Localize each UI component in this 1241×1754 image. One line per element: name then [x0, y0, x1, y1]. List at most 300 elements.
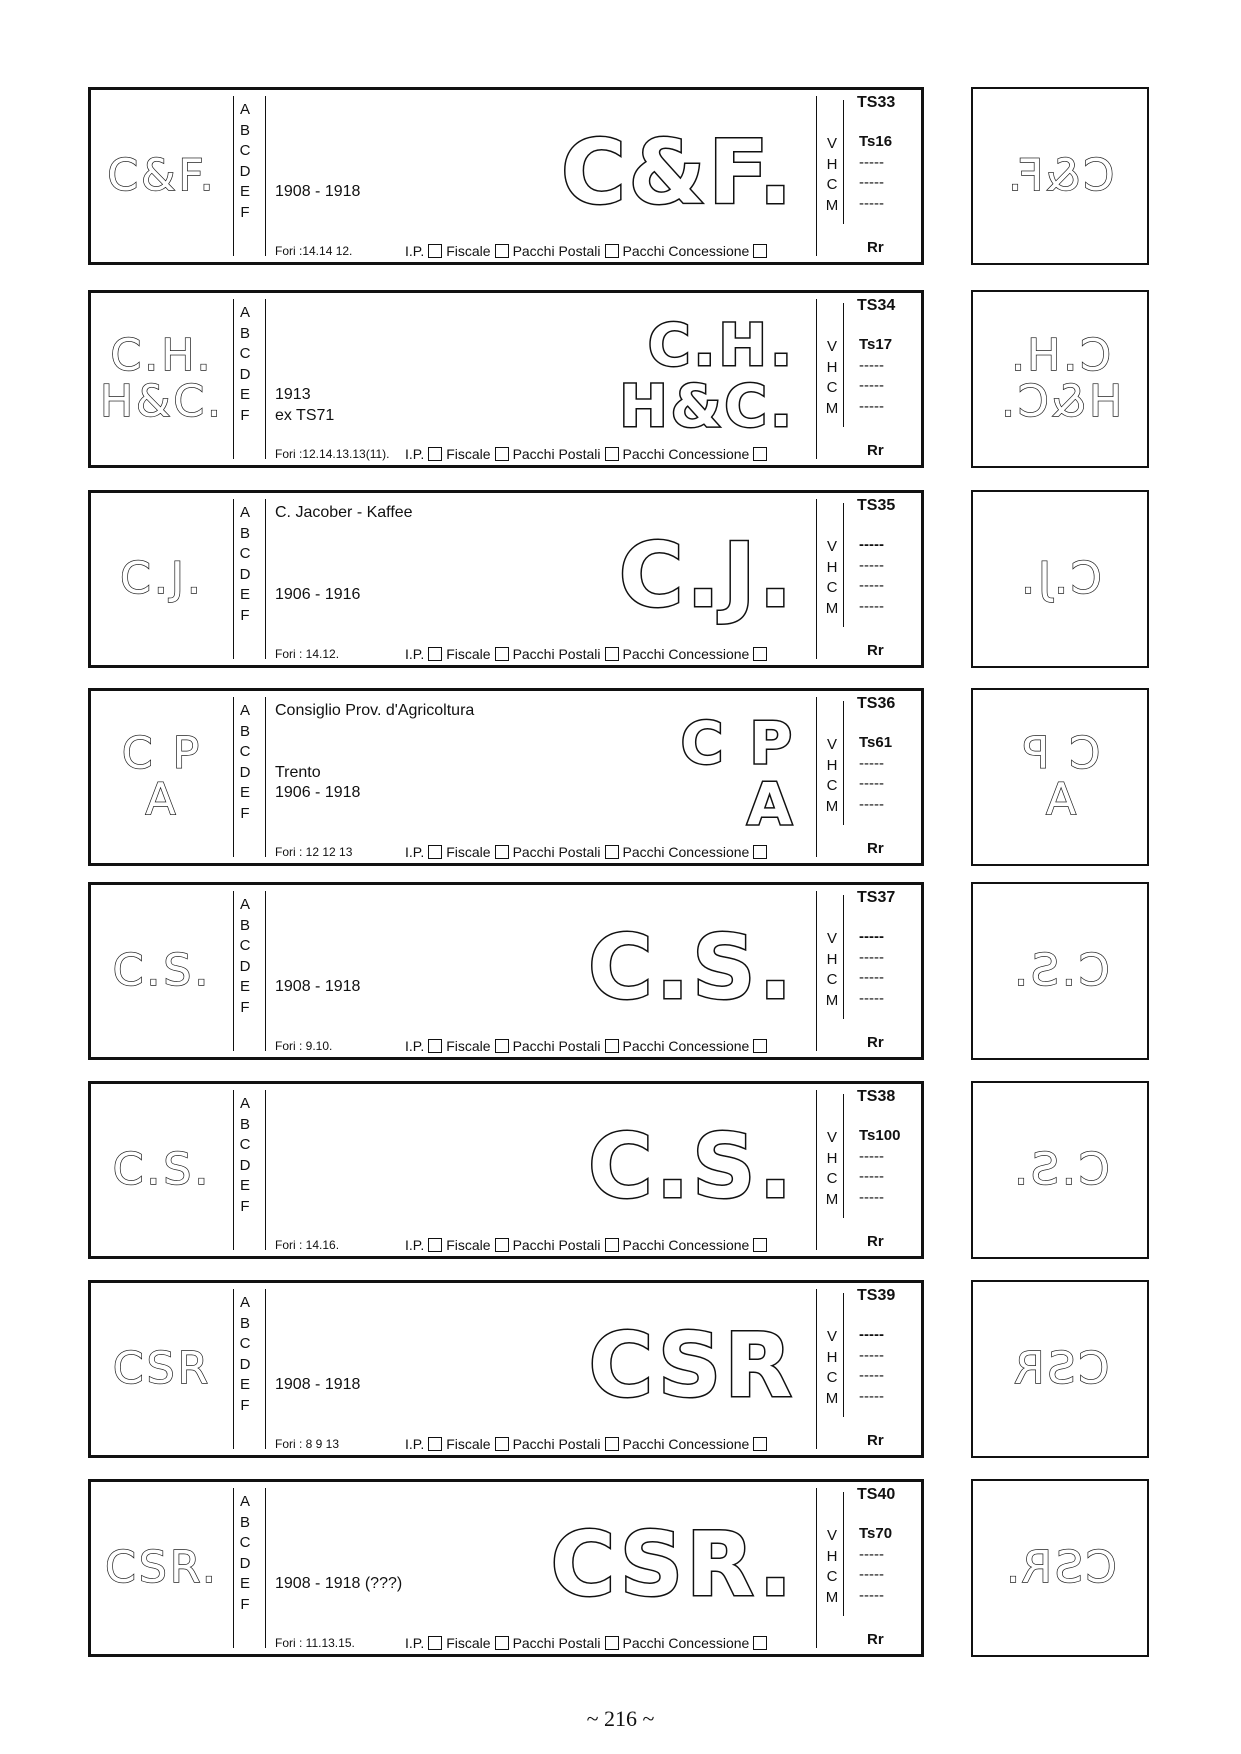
row-letter: B — [239, 324, 250, 342]
perfin-card — [88, 1081, 924, 1259]
variant-values — [859, 1325, 884, 1407]
variant-value: ----- — [859, 153, 884, 171]
ip-checkbox[interactable] — [428, 447, 442, 461]
vhcm-letter: M — [825, 797, 839, 815]
row-letters — [235, 895, 255, 1018]
catalog-row — [0, 290, 1241, 468]
perfin-lettering-large: C.H. — [647, 311, 795, 380]
variant-value: ----- — [859, 1387, 884, 1405]
row-letter: E — [239, 1177, 250, 1194]
divider — [816, 697, 817, 857]
perfin-large-image — [465, 1490, 795, 1640]
perfin-lettering: CSR — [112, 1342, 212, 1394]
perfin-lettering-large: C&F. — [561, 120, 795, 224]
catalog-row — [0, 1280, 1241, 1458]
variant-value: ----- — [859, 556, 884, 574]
vhcm-letter: H — [826, 950, 838, 968]
perfin-large-image — [465, 501, 795, 651]
vhcm-letter: V — [826, 1328, 837, 1345]
variant-value: ----- — [859, 1545, 884, 1563]
row-letter: B — [239, 524, 250, 542]
row-letter: A — [239, 1095, 250, 1112]
flag-label: Fiscale — [446, 1237, 491, 1253]
perfin-mirror-image — [971, 1280, 1149, 1458]
flag-label: I.P. — [405, 446, 425, 462]
catalog-code: TS40 — [857, 1486, 896, 1503]
flag-label: Pacchi Concessione — [622, 646, 750, 662]
row-letter: E — [239, 1376, 250, 1393]
perfin-lettering-large: C.S. — [588, 1114, 795, 1218]
divider — [233, 96, 234, 256]
catalog-refs — [851, 885, 921, 1057]
variant-values — [859, 1126, 900, 1208]
flag-label: Pacchi Postali — [512, 844, 601, 860]
row-letter: E — [239, 586, 250, 603]
divider — [843, 503, 844, 627]
flag-label: I.P. — [405, 1635, 425, 1651]
perfin-lettering-mirrored: C.H. — [1008, 329, 1112, 381]
description-line: C. Jacober - Kaffee — [275, 504, 413, 521]
row-letter: F — [240, 1396, 250, 1414]
rarity: Rr — [867, 642, 884, 659]
variant-value: ----- — [859, 597, 884, 615]
perfin-lettering-large: CSR — [588, 1313, 795, 1417]
flag-label: Fiscale — [446, 1436, 491, 1452]
row-letter: A — [239, 304, 250, 321]
period-line: 1908 - 1918 (???) — [275, 1575, 403, 1592]
variant-value: ----- — [859, 754, 884, 772]
holes-count: Fori : 12 12 13 — [275, 845, 353, 859]
row-letter: E — [239, 784, 250, 801]
divider — [265, 891, 266, 1051]
vhcm-letters — [822, 537, 842, 619]
divider — [265, 299, 266, 459]
vhcm-letters — [822, 337, 842, 419]
variant-values — [859, 733, 892, 815]
perfin-lettering-large: C P — [680, 709, 795, 778]
variant-value: Ts61 — [859, 734, 893, 751]
vhcm-letters — [822, 134, 842, 216]
catalog-code: TS35 — [857, 497, 896, 514]
divider — [233, 891, 234, 1051]
holes-count: Fori : 8 9 13 — [275, 1437, 340, 1451]
ip-checkbox[interactable] — [428, 1437, 442, 1451]
perfin-lettering: C.S. — [112, 1143, 212, 1195]
flag-label: Pacchi Postali — [512, 243, 601, 259]
catalog-code: TS34 — [857, 297, 896, 314]
variant-values — [859, 132, 892, 214]
perfin-small-image — [91, 493, 233, 665]
vhcm-letter: M — [825, 991, 839, 1009]
variant-value: ----- — [859, 397, 884, 415]
divider — [816, 299, 817, 459]
perfin-card — [88, 87, 924, 265]
perfin-card — [88, 688, 924, 866]
row-letter: A — [239, 702, 250, 719]
row-letter: F — [240, 1595, 250, 1613]
vhcm-letter: V — [826, 1129, 837, 1146]
catalog-refs — [851, 493, 921, 665]
catalog-row — [0, 688, 1241, 866]
variant-value: ----- — [859, 1147, 884, 1165]
row-letter: D — [239, 763, 251, 781]
flag-label: Pacchi Postali — [512, 646, 601, 662]
variant-value: ----- — [859, 174, 884, 191]
catalog-code: TS39 — [857, 1287, 896, 1304]
catalog-refs — [851, 691, 921, 863]
perfin-lettering-mirrored: C P — [1019, 727, 1101, 779]
row-letter: C — [239, 345, 251, 362]
row-letter: B — [239, 916, 250, 934]
catalog-code: TS33 — [857, 94, 896, 111]
flag-label: I.P. — [405, 1436, 425, 1452]
vhcm-letter: V — [826, 338, 837, 355]
variant-value: ----- — [859, 194, 884, 212]
vhcm-letter: M — [825, 1190, 839, 1208]
perfin-card — [88, 882, 924, 1060]
rarity: Rr — [867, 239, 884, 256]
flag-label: Fiscale — [446, 1038, 491, 1054]
vhcm-letter: C — [826, 1369, 838, 1386]
variant-value: ----- — [859, 377, 884, 394]
perfin-lettering-large: H&C. — [619, 372, 795, 440]
divider — [233, 299, 234, 459]
row-letters — [235, 303, 255, 426]
note-line: ex TS71 — [275, 406, 335, 424]
ip-checkbox[interactable] — [428, 845, 442, 859]
period-line: 1906 - 1916 — [275, 586, 361, 603]
ip-checkbox[interactable] — [428, 1039, 442, 1053]
variant-values — [859, 927, 884, 1009]
row-letter: C — [239, 1534, 251, 1551]
row-letter: A — [239, 896, 250, 913]
perfin-lettering-mirrored: C.S. — [1010, 1143, 1110, 1195]
flag-label: Fiscale — [446, 844, 491, 860]
flag-label: Pacchi Concessione — [622, 1237, 750, 1253]
catalog-refs — [851, 90, 921, 262]
catalog-refs — [851, 1482, 921, 1654]
catalog-row — [0, 490, 1241, 668]
divider — [843, 1094, 844, 1218]
variant-value: ----- — [859, 1326, 884, 1343]
variant-values — [859, 1524, 892, 1606]
catalog-refs — [851, 293, 921, 465]
period-line: 1913 — [275, 386, 311, 403]
variant-value: Ts16 — [859, 133, 893, 150]
perfin-lettering-mirrored: C.S. — [1010, 944, 1110, 996]
catalog-code: TS36 — [857, 695, 896, 712]
perfin-small-image — [91, 90, 233, 262]
perfin-lettering: C&F. — [107, 149, 217, 201]
variant-value: ----- — [859, 1566, 884, 1583]
variant-values — [859, 535, 884, 617]
vhcm-letter: H — [826, 558, 838, 576]
variant-value: ----- — [859, 989, 884, 1007]
vhcm-letters — [822, 1128, 842, 1210]
variant-value: Ts100 — [859, 1127, 901, 1144]
divider — [816, 499, 817, 659]
perfin-lettering-mirrored: C.J. — [1018, 552, 1102, 604]
divider — [265, 697, 266, 857]
row-letter: A — [239, 1493, 250, 1510]
row-letters — [235, 1492, 255, 1615]
row-letter: D — [239, 957, 251, 975]
vhcm-letters — [822, 1526, 842, 1608]
divider — [233, 697, 234, 857]
vhcm-letter: C — [826, 971, 838, 988]
perfin-large-image — [465, 301, 795, 451]
perfin-large-image — [465, 98, 795, 248]
holes-count: Fori : 14.16. — [275, 1238, 340, 1252]
vhcm-letter: C — [826, 1568, 838, 1585]
perfin-large-image — [465, 699, 795, 849]
ip-checkbox[interactable] — [428, 1636, 442, 1650]
vhcm-letters — [822, 1327, 842, 1409]
catalog-refs — [851, 1283, 921, 1455]
vhcm-letters — [822, 735, 842, 817]
description-line: Consiglio Prov. d'Agricoltura — [275, 702, 475, 719]
divider — [843, 895, 844, 1019]
vhcm-letter: M — [825, 196, 839, 214]
vhcm-letter: V — [826, 135, 837, 152]
flag-label: Pacchi Concessione — [622, 844, 750, 860]
row-letter: D — [239, 565, 251, 583]
variant-value: Ts17 — [859, 336, 893, 353]
row-letter: E — [239, 386, 250, 403]
flag-label: Pacchi Concessione — [622, 243, 750, 259]
variant-value: ----- — [859, 948, 884, 966]
place-line: Trento — [275, 763, 321, 781]
variant-value: ----- — [859, 356, 884, 374]
divider — [265, 1488, 266, 1648]
vhcm-letter: H — [826, 155, 838, 173]
variant-value: ----- — [859, 1188, 884, 1206]
catalog-row — [0, 87, 1241, 265]
row-letter: E — [239, 978, 250, 995]
perfin-lettering-mirrored: CSR. — [1003, 1541, 1117, 1593]
flag-label: Pacchi Concessione — [622, 1635, 750, 1651]
vhcm-letter: H — [826, 1348, 838, 1366]
perfin-lettering: H&C. — [99, 376, 225, 427]
vhcm-letter: C — [826, 579, 838, 596]
vhcm-letter: H — [826, 1547, 838, 1565]
perfin-large-image — [465, 1291, 795, 1441]
period-line: 1906 - 1918 — [275, 784, 361, 801]
divider — [816, 891, 817, 1051]
vhcm-letter: C — [826, 777, 838, 794]
row-letter: D — [239, 1355, 251, 1373]
divider — [265, 1090, 266, 1250]
catalog-row — [0, 882, 1241, 1060]
variant-value: ----- — [859, 536, 884, 553]
perfin-lettering-mirrored: CSR — [1010, 1342, 1110, 1394]
row-letter: D — [239, 1554, 251, 1572]
flag-label: I.P. — [405, 243, 425, 259]
row-letter: C — [239, 937, 251, 954]
perfin-card — [88, 290, 924, 468]
row-letter: D — [239, 365, 251, 383]
flag-label: I.P. — [405, 1038, 425, 1054]
vhcm-letter: H — [826, 756, 838, 774]
perfin-lettering-large: CSR. — [550, 1512, 795, 1616]
perfin-card — [88, 1479, 924, 1657]
ip-checkbox[interactable] — [428, 647, 442, 661]
holes-count: Fori :14.14 12. — [275, 244, 353, 258]
perfin-lettering: C P — [121, 727, 203, 779]
row-letters — [235, 1094, 255, 1217]
row-letter: B — [239, 1513, 250, 1531]
row-letters — [235, 701, 255, 824]
vhcm-letter: V — [826, 538, 837, 555]
period-line: 1908 - 1918 — [275, 978, 361, 995]
ip-checkbox[interactable] — [428, 244, 442, 258]
flag-label: Fiscale — [446, 446, 491, 462]
flag-label: Pacchi Postali — [512, 446, 601, 462]
vhcm-letter: M — [825, 1588, 839, 1606]
perfin-lettering: CSR. — [105, 1541, 219, 1593]
variant-value: ----- — [859, 1586, 884, 1604]
vhcm-letter: M — [825, 599, 839, 617]
perfin-mirror-image — [971, 490, 1149, 668]
row-letters — [235, 1293, 255, 1416]
perfin-small-image — [91, 691, 233, 863]
perfin-lettering-mirrored: H&C. — [997, 376, 1123, 427]
catalog-row — [0, 1081, 1241, 1259]
flag-label: Fiscale — [446, 243, 491, 259]
row-letter: F — [240, 804, 250, 822]
divider — [233, 1488, 234, 1648]
rarity: Rr — [867, 442, 884, 459]
flag-label: I.P. — [405, 646, 425, 662]
row-letter: C — [239, 1136, 251, 1153]
row-letter: E — [239, 183, 250, 200]
row-letter: D — [239, 162, 251, 180]
variant-value: ----- — [859, 928, 884, 945]
flag-label: Pacchi Concessione — [622, 446, 750, 462]
row-letter: E — [239, 1575, 250, 1592]
perfin-mirror-image — [971, 882, 1149, 1060]
divider — [265, 1289, 266, 1449]
perfin-large-image — [465, 1092, 795, 1242]
holes-count: Fori : 11.13.15. — [275, 1636, 355, 1650]
divider — [816, 96, 817, 256]
row-letter: F — [240, 1197, 250, 1215]
rarity: Rr — [867, 1034, 884, 1051]
catalog-code: TS37 — [857, 889, 896, 906]
row-letter: C — [239, 743, 251, 760]
perfin-lettering-large: A — [747, 770, 795, 838]
vhcm-letter: M — [825, 399, 839, 417]
perfin-mirror-image — [971, 1081, 1149, 1259]
flag-label: Fiscale — [446, 1635, 491, 1651]
variant-value: ----- — [859, 1168, 884, 1185]
row-letter: B — [239, 722, 250, 740]
period-line: 1908 - 1918 — [275, 183, 361, 200]
rarity: Rr — [867, 840, 884, 857]
vhcm-letter: V — [826, 930, 837, 947]
holes-count: Fori : 14.12. — [275, 647, 340, 661]
flag-label: Pacchi Postali — [512, 1436, 601, 1452]
variant-value: ----- — [859, 795, 884, 813]
perfin-large-image — [465, 893, 795, 1043]
perfin-lettering-large: C.J. — [618, 523, 795, 627]
row-letter: B — [239, 121, 250, 139]
perfin-mirror-image — [971, 87, 1149, 265]
variant-value: ----- — [859, 1346, 884, 1364]
divider — [843, 701, 844, 825]
variant-value: ----- — [859, 577, 884, 594]
rarity: Rr — [867, 1631, 884, 1648]
flag-label: Pacchi Postali — [512, 1635, 601, 1651]
perfin-mirror-image — [971, 688, 1149, 866]
flag-label: Fiscale — [446, 646, 491, 662]
flag-label: I.P. — [405, 1237, 425, 1253]
variant-value: ----- — [859, 1367, 884, 1384]
row-letter: C — [239, 1335, 251, 1352]
catalog-refs — [851, 1084, 921, 1256]
row-letters — [235, 100, 255, 223]
perfin-mirror-image — [971, 1479, 1149, 1657]
divider — [816, 1488, 817, 1648]
period-line: 1908 - 1918 — [275, 1376, 361, 1393]
row-letter: C — [239, 142, 251, 159]
row-letter: B — [239, 1314, 250, 1332]
vhcm-letter: H — [826, 1149, 838, 1167]
row-letter: F — [240, 606, 250, 624]
vhcm-letter: C — [826, 379, 838, 396]
divider — [816, 1289, 817, 1449]
ip-checkbox[interactable] — [428, 1238, 442, 1252]
perfin-card — [88, 490, 924, 668]
flag-label: I.P. — [405, 844, 425, 860]
row-letter: D — [239, 1156, 251, 1174]
perfin-mirror-image — [971, 290, 1149, 468]
divider — [265, 499, 266, 659]
catalog-row — [0, 1479, 1241, 1657]
perfin-lettering-mirrored: A — [1043, 774, 1077, 825]
catalog-code: TS38 — [857, 1088, 896, 1105]
divider — [843, 100, 844, 224]
variant-value: ----- — [859, 775, 884, 792]
row-letters — [235, 503, 255, 626]
perfin-lettering-large: C.S. — [588, 915, 795, 1019]
perfin-card — [88, 1280, 924, 1458]
divider — [233, 1289, 234, 1449]
flag-label: Pacchi Postali — [512, 1237, 601, 1253]
row-letter: F — [240, 406, 250, 424]
divider — [843, 303, 844, 427]
row-letter: B — [239, 1115, 250, 1133]
perfin-lettering: C.H. — [110, 329, 214, 381]
divider — [233, 1090, 234, 1250]
divider — [265, 96, 266, 256]
row-letter: A — [239, 1294, 250, 1311]
perfin-lettering: C.J. — [120, 552, 204, 604]
row-letter: A — [239, 101, 250, 118]
holes-count: Fori : 9.10. — [275, 1039, 333, 1053]
perfin-small-image — [91, 293, 233, 465]
row-letter: A — [239, 504, 250, 521]
vhcm-letter: V — [826, 1527, 837, 1544]
vhcm-letter: C — [826, 1170, 838, 1187]
vhcm-letter: M — [825, 1389, 839, 1407]
vhcm-letter: V — [826, 736, 837, 753]
flag-label: Pacchi Concessione — [622, 1436, 750, 1452]
row-letter: F — [240, 203, 250, 221]
variant-values — [859, 335, 892, 417]
flag-label: Pacchi Postali — [512, 1038, 601, 1054]
perfin-small-image — [91, 1283, 233, 1455]
